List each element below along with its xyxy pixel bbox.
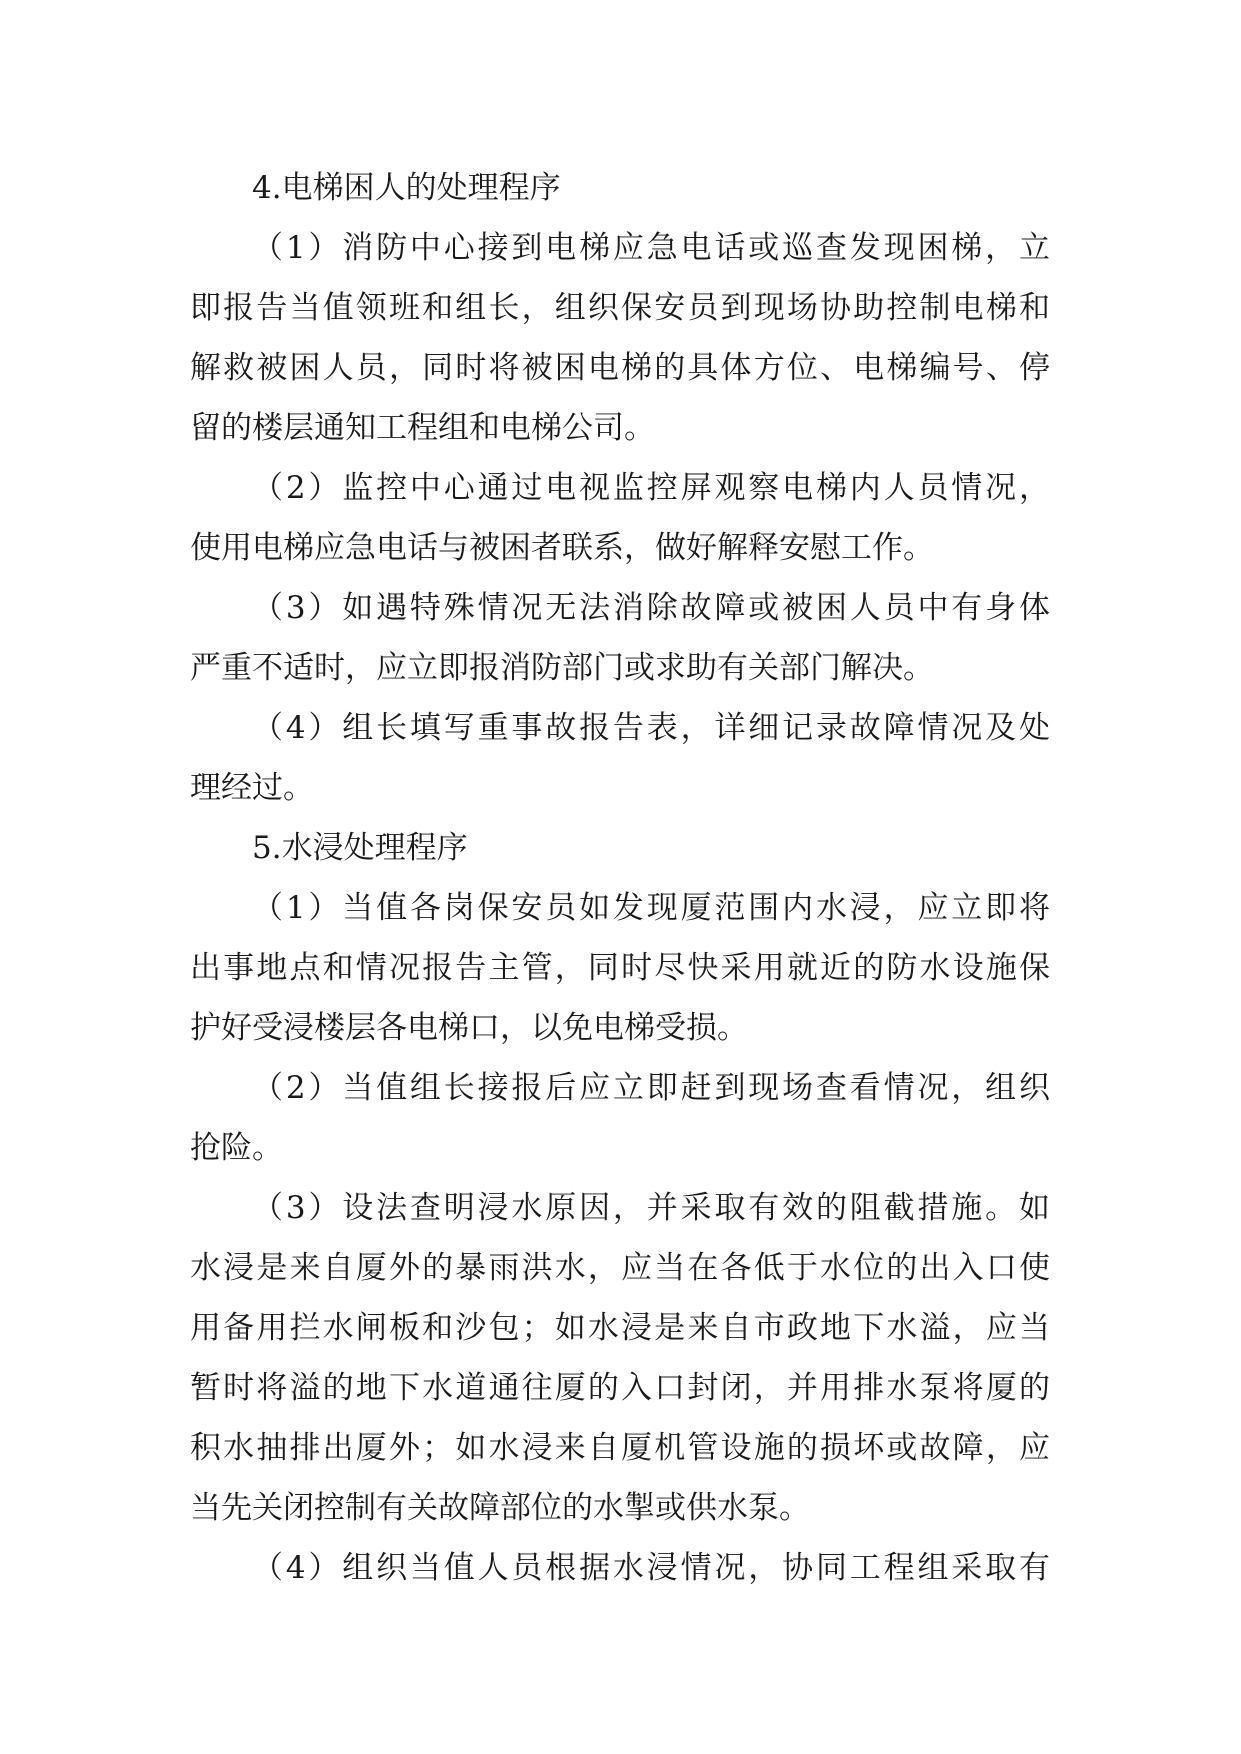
paragraph-line: 当先关闭控制有关故障部位的水掣或供水泵。 <box>190 1490 810 1526</box>
paragraph-line: 用备用拦水闸板和沙包；如水浸是来自市政地下水溢，应当 <box>190 1310 1050 1346</box>
paragraph-line: （2）当值组长接报后应立即赶到现场查看情况，组织 <box>252 1070 1050 1106</box>
paragraph-line: （4）组织当值人员根据水浸情况，协同工程组采取有 <box>252 1550 1050 1586</box>
paragraph-line: 积水抽排出厦外；如水浸来自厦机管设施的损坏或故障，应 <box>190 1430 1050 1466</box>
section-heading-4: 4.电梯困人的处理程序 <box>252 170 561 206</box>
paragraph-line: （1）当值各岗保安员如发现厦范围内水浸，应立即将 <box>252 890 1050 926</box>
paragraph-line: 严重不适时，应立即报消防部门或求助有关部门解决。 <box>190 650 934 686</box>
paragraph-line: （3）设法查明浸水原因，并采取有效的阻截措施。如 <box>252 1190 1050 1226</box>
paragraph-line: 理经过。 <box>190 770 314 806</box>
paragraph-line: 使用电梯应急电话与被困者联系，做好解释安慰工作。 <box>190 530 934 566</box>
paragraph-line: 护好受浸楼层各电梯口，以免电梯受损。 <box>190 1010 748 1046</box>
paragraph-line: 解救被困人员，同时将被困电梯的具体方位、电梯编号、停 <box>190 350 1050 386</box>
section-heading-5: 5.水浸处理程序 <box>252 830 468 866</box>
paragraph-line: 即报告当值领班和组长，组织保安员到现场协助控制电梯和 <box>190 290 1050 326</box>
paragraph-line: （2）监控中心通过电视监控屏观察电梯内人员情况， <box>252 470 1050 506</box>
paragraph-line: 留的楼层通知工程组和电梯公司。 <box>190 410 655 446</box>
paragraph-line: 水浸是来自厦外的暴雨洪水，应当在各低于水位的出入口使 <box>190 1250 1050 1286</box>
paragraph-line: （3）如遇特殊情况无法消除故障或被困人员中有身体 <box>252 590 1050 626</box>
paragraph-line: （4）组长填写重事故报告表，详细记录故障情况及处 <box>252 710 1050 746</box>
paragraph-line: 抢险。 <box>190 1130 283 1166</box>
paragraph-line: 出事地点和情况报告主管，同时尽快采用就近的防水设施保 <box>190 950 1050 986</box>
paragraph-line: （1）消防中心接到电梯应急电话或巡查发现困梯，立 <box>252 230 1050 266</box>
document-page <box>190 158 1050 1598</box>
paragraph-line: 暂时将溢的地下水道通往厦的入口封闭，并用排水泵将厦的 <box>190 1370 1050 1406</box>
